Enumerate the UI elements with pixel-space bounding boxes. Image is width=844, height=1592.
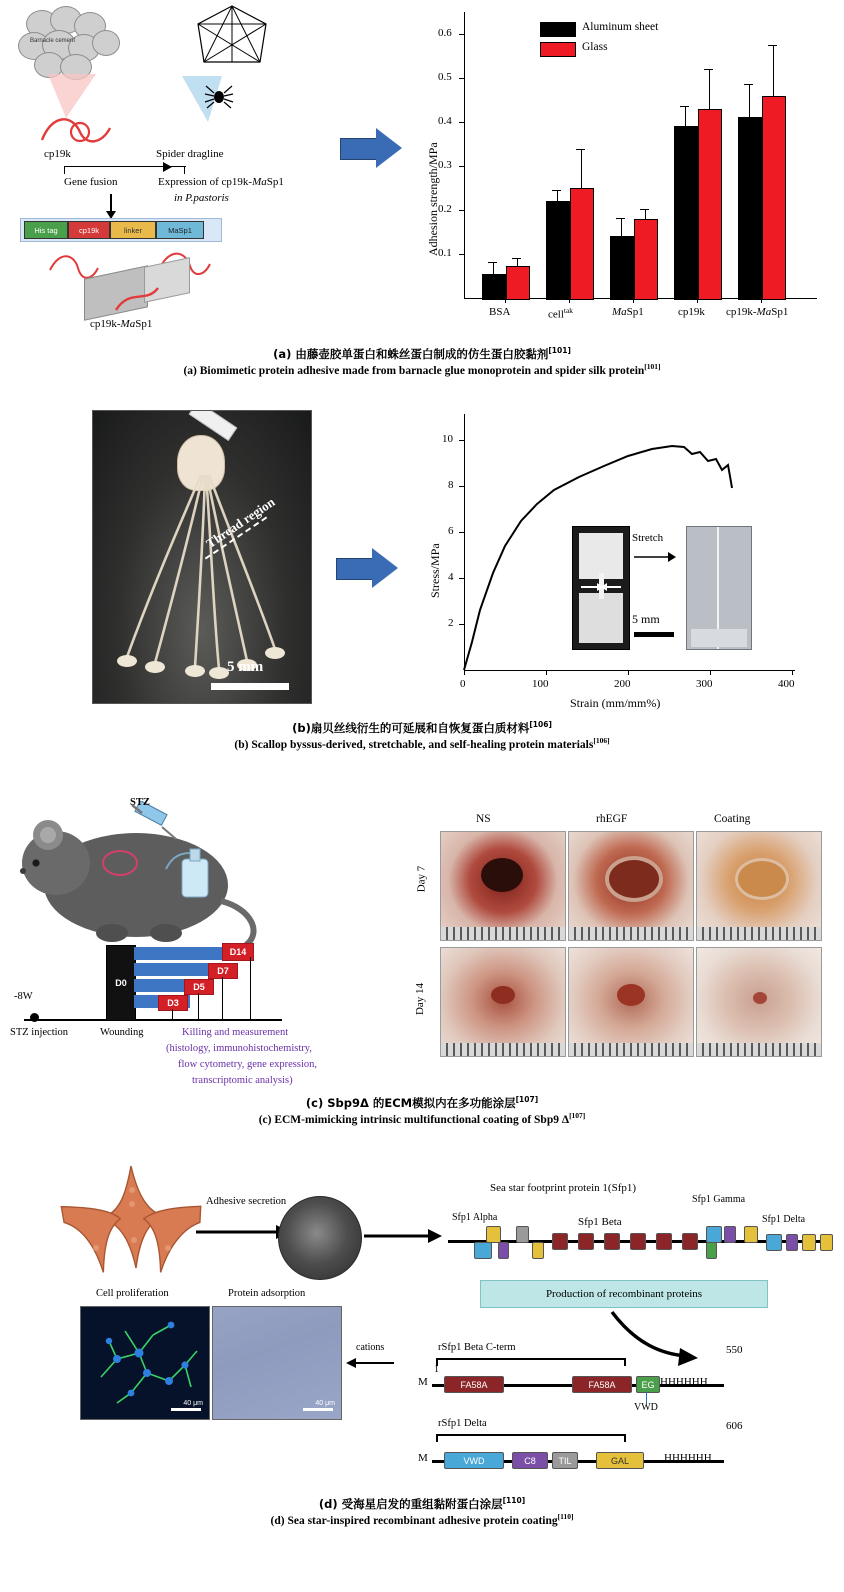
panel-a-chart: Adhesion strength/MPa 0.1 0.2 0.3 0.4 0.5 0.6 Aluminum sheet Glass BSA cell$^{tak}$ MaSp1 cp19k cp19k-MaSp1 [420, 6, 832, 326]
caption-b [0, 720, 844, 754]
scale-label-right: 40 μm [315, 1400, 335, 1407]
label-cell-proliferation: Cell proliferation [96, 1288, 169, 1299]
fusion-line-left [64, 166, 164, 167]
cp19k-structure-icon [36, 110, 126, 150]
domain-beta-1 [552, 1233, 568, 1250]
gene-block-cp19k: cp19k [68, 221, 110, 239]
caption-b-cn: (b)扇贝丝线衍生的可延展和自恢复蛋白质材料 [292, 720, 530, 735]
inset-stretch-arrow [632, 548, 678, 566]
adhesive-bridge-icon [112, 282, 182, 318]
caption-b-cn-ref: [106] [529, 720, 552, 729]
legend-swatch-aluminum [540, 22, 576, 37]
timeline-d0: D0 [106, 945, 136, 1021]
tick-d14 [250, 957, 251, 1021]
domain-beta-6 [682, 1233, 698, 1250]
construct1-vwd-note: VWD [634, 1402, 658, 1413]
arrow-b [336, 548, 398, 588]
timeline-wounding: Wounding [100, 1027, 144, 1038]
barnacle-cement-text: Barnacle cement [30, 38, 76, 44]
row-label-day14: Day 14 [414, 982, 427, 1016]
caption-c-en-ref: [107] [569, 1111, 586, 1121]
caption-a-cn-ref: [101] [548, 346, 571, 355]
bar-cell-aluminum [546, 201, 570, 300]
chart-b-xlabel: Strain (mm/mm%) [570, 696, 661, 710]
construct2-end: 606 [726, 1420, 743, 1432]
panel-c [0, 795, 844, 1135]
domain-gamma-green [706, 1242, 717, 1259]
construct2-rule [436, 1434, 626, 1436]
photo-scalebar [211, 683, 289, 690]
analysis-line-1: Killing and measurement [182, 1027, 289, 1038]
timeline-axis [24, 1019, 282, 1021]
wound-image [696, 831, 822, 941]
construct1-start: 1 [434, 1364, 439, 1375]
construct1-tick-right [624, 1358, 626, 1366]
domain-beta-4 [630, 1233, 646, 1250]
thread-region-label: Thread region [203, 494, 278, 551]
caption-a [0, 346, 844, 380]
caption-a-en-ref: [101] [644, 362, 661, 372]
label-sfp1-alpha: Sfp1 Alpha [452, 1212, 498, 1223]
panel-b-chart: Stress/MPa 2 4 6 8 10 0 100 200 300 400 Strain (mm/mm%) Stretch 5 mm [420, 408, 820, 708]
label-expression-1: Expression of cp19k-MaSp1 [158, 176, 284, 188]
cell-proliferation-image [80, 1306, 210, 1420]
label-sfp1-beta: Sfp1 Beta [578, 1216, 622, 1228]
domain-beta-3 [604, 1233, 620, 1250]
domain-alpha-yellow2 [532, 1242, 544, 1259]
scallop-byssus-photo [92, 410, 312, 704]
legend-label-glass: Glass [582, 41, 608, 53]
inset-scale-label: 5 mm [632, 612, 660, 626]
scale-label-left: 40 μm [183, 1400, 203, 1407]
caption-c-cn: (c) Sbp9Δ 的ECM模拟内在多功能涂层 [305, 1095, 516, 1110]
tick-d3 [172, 1009, 173, 1021]
construct2-m: M [418, 1452, 428, 1464]
gene-block-linker: linker [110, 221, 156, 239]
caption-a-en: (a) Biomimetic protein adhesive made from barnacle glue monoprotein and spider silk protein [183, 365, 645, 378]
fusion-line-right [164, 166, 186, 167]
construct1-fa58a-1: FA58A [444, 1376, 504, 1393]
domain-gamma-purple [724, 1226, 736, 1243]
caption-b-en-ref: [106] [593, 736, 610, 746]
legend-label-aluminum: Aluminum sheet [582, 21, 659, 33]
analysis-line-3: flow cytometry, gene expression, [178, 1059, 317, 1070]
domain-alpha-yellow [486, 1226, 501, 1243]
wound-image-grid [414, 813, 828, 1085]
chart-b-ylabel: Stress/MPa [428, 543, 442, 598]
construct2-c8: C8 [512, 1452, 548, 1469]
spider-web-icon [194, 4, 272, 78]
xlabel-cell: cell$^{tak}$ [548, 306, 574, 321]
panel-c-schematic [6, 795, 406, 1095]
label-product: cp19k-MaSp1 [90, 318, 153, 330]
caption-d [0, 1496, 844, 1530]
construct1-name: rSfp1 Beta C-term [438, 1342, 516, 1353]
bar-masp1-glass [634, 219, 658, 300]
construct1-eg: EG [636, 1376, 660, 1393]
label-cations: cations [356, 1342, 385, 1353]
bar-cp19k-glass [698, 109, 722, 300]
protein-adsorption-image [212, 1306, 342, 1420]
wash-bottle-icon [164, 839, 224, 903]
xlabel-bsa: BSA [489, 306, 511, 318]
secretion-micrograph [278, 1196, 362, 1280]
arrow-down-to-construct [110, 194, 112, 212]
timeline-start-label: -8W [14, 991, 33, 1002]
construct1-end: 550 [726, 1344, 743, 1356]
gene-block-his-tag: His tag [24, 221, 68, 239]
panel-a-schematic [8, 4, 378, 330]
legend-swatch-glass [540, 42, 576, 57]
arrow-to-protein-map [364, 1226, 444, 1246]
barnacle-blob [92, 30, 120, 56]
bar-cell-glass [570, 188, 594, 300]
label-cp19k: cp19k [44, 148, 71, 160]
construct2-til: TIL [552, 1452, 578, 1469]
domain-alpha-grey [516, 1226, 529, 1243]
fusion-tick-left [64, 166, 65, 174]
construct1-m: M [418, 1376, 428, 1388]
domain-alpha-blue [474, 1242, 492, 1259]
inset-stretch-label: Stretch [632, 532, 664, 544]
panel-b [0, 400, 844, 780]
inset-photo-stretched [686, 526, 752, 650]
label-spider-dragline: Spider dragline [156, 148, 224, 160]
timeline-d7: D7 [208, 963, 238, 979]
wound-image [440, 947, 566, 1057]
column-label-rhegf: rhEGF [596, 813, 628, 825]
bar-masp1-aluminum [610, 236, 634, 300]
caption-c-en: (c) ECM-mimicking intrinsic multifunctional coating of Sbp9 Δ [258, 1114, 570, 1127]
byssal-threads [93, 471, 311, 704]
timeline-d14: D14 [222, 943, 254, 961]
domain-delta-yellow2 [820, 1234, 833, 1251]
xlabel-masp1: MaSp1 [612, 306, 644, 318]
caption-a-cn: (a) 由藤壶胶单蛋白和蛛丝蛋白制成的仿生蛋白胶黏剂 [273, 346, 549, 361]
domain-delta-purple [786, 1234, 798, 1251]
domain-alpha-purple [498, 1242, 509, 1259]
cations-arrow [344, 1356, 396, 1370]
label-protein-adsorption: Protein adsorption [228, 1288, 306, 1299]
xlabel-cp19k: cp19k [678, 306, 705, 318]
label-sfp1: Sea star footprint protein 1(Sfp1) [490, 1182, 637, 1194]
inset-photo-unstretched [572, 526, 630, 650]
bar-fusion-aluminum [738, 117, 762, 300]
wound-image [568, 947, 694, 1057]
curved-arrow-down [600, 1308, 710, 1374]
column-label-coating: Coating [714, 813, 751, 825]
caption-d-cn: (d) 受海星启发的重组黏附蛋白涂层 [318, 1496, 503, 1511]
label-expression-2: in P.pastoris [174, 192, 229, 204]
label-sfp1-gamma: Sfp1 Gamma [692, 1194, 746, 1205]
tick-d5 [198, 993, 199, 1021]
label-adhesive-secretion: Adhesive secretion [206, 1196, 287, 1207]
bar-bsa-aluminum [482, 274, 506, 300]
column-label-ns: NS [476, 813, 491, 825]
construct2-gal: GAL [596, 1452, 644, 1469]
timeline-d3: D3 [158, 995, 188, 1011]
caption-c-cn-ref: [107] [515, 1095, 539, 1104]
tick-d7 [222, 977, 223, 1021]
label-gene-fusion: Gene fusion [64, 176, 118, 188]
bar-cp19k-aluminum [674, 126, 698, 300]
domain-gamma-blue [706, 1226, 722, 1243]
panel-d [0, 1160, 844, 1580]
xlabel-fusion: cp19k-MaSp1 [726, 306, 789, 318]
caption-d-en: (d) Sea star-inspired recombinant adhesive protein coating [270, 1515, 558, 1528]
caption-b-en: (b) Scallop byssus-derived, stretchable, and self-healing protein materials [234, 739, 594, 752]
stz-label: STZ [130, 797, 150, 808]
timeline-d5: D5 [184, 979, 214, 995]
domain-beta-2 [578, 1233, 594, 1250]
caption-d-cn-ref: [110] [502, 1496, 526, 1505]
inset-scalebar [634, 632, 674, 637]
wound-image [696, 947, 822, 1057]
spider-icon [204, 84, 234, 110]
domain-beta-5 [656, 1233, 672, 1250]
timeline-start-dot [30, 1013, 39, 1022]
construct1-rule [436, 1358, 626, 1360]
domain-delta-blue [766, 1234, 782, 1251]
row-label-day7: Day 7 [415, 865, 428, 893]
caption-c [0, 1095, 844, 1129]
production-box: Production of recombinant proteins [480, 1280, 768, 1308]
domain-gamma-yellow [744, 1226, 758, 1243]
photo-scale-label: 5 mm [227, 659, 264, 675]
construct2-tick-left [436, 1434, 438, 1442]
arrow-a [340, 128, 402, 168]
construct2-tick-right [624, 1434, 626, 1442]
timeline-stz-injection: STZ injection [10, 1027, 69, 1038]
chart-a-ylabel: Adhesion strength/MPa [426, 142, 440, 256]
domain-delta-yellow [802, 1234, 816, 1251]
wound-image [568, 831, 694, 941]
construct2-name: rSfp1 Delta [438, 1418, 487, 1429]
construct2-his-tag: HHHHHH [664, 1452, 712, 1464]
construct1-fa58a-2: FA58A [572, 1376, 632, 1393]
bar-bsa-glass [506, 266, 530, 300]
construct1-his-tag: HHHHHH [660, 1376, 708, 1388]
bar-fusion-glass [762, 96, 786, 300]
analysis-line-4: transcriptomic analysis) [192, 1075, 293, 1086]
label-sfp1-delta: Sfp1 Delta [762, 1214, 806, 1225]
analysis-line-2: (histology, immunohistochemistry, [166, 1043, 312, 1054]
caption-d-en-ref: [110] [557, 1512, 574, 1522]
gene-block-masp1: MaSp1 [156, 221, 204, 239]
construct2-vwd: VWD [444, 1452, 504, 1469]
panel-a [0, 0, 844, 390]
wound-image [440, 831, 566, 941]
sea-star-illustration [56, 1160, 206, 1290]
